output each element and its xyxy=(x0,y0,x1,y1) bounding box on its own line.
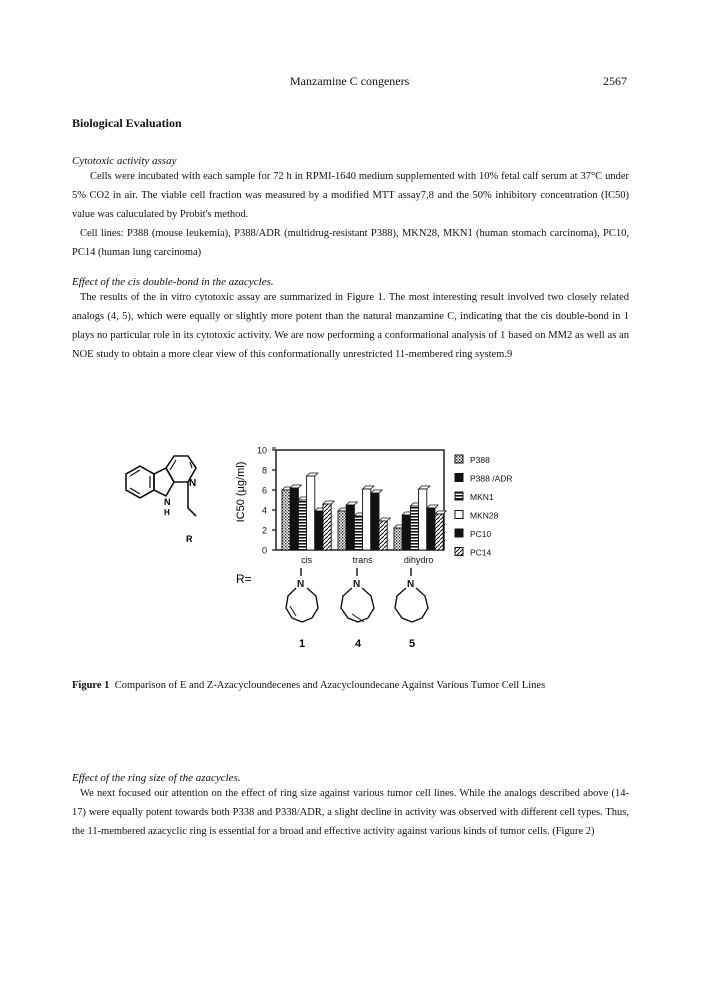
y-tick-label: 2 xyxy=(261,525,267,536)
bar-top-mkn28 xyxy=(363,486,374,489)
y-tick-label: 6 xyxy=(261,485,267,496)
bar-p388-cis xyxy=(282,490,290,550)
cytotoxic-paragraph-1: Cells were incubated with each sample for 72 h in RPMI-1640 medium supplemented with 10% fetal calf serum at 37°C under 5% CO2 in air. The viable cell fraction was measured by a modified MTT assay7,8 and the 50% inhibitory concentration (IC50) value was caluculated by Probit's method. xyxy=(72,171,629,220)
bar-pc14-trans xyxy=(379,521,387,550)
bar-top-mkn28 xyxy=(419,486,430,489)
ring-paragraph: We next focused our attention on the effect of ring size against various tumor cell lines. While the analogs described above (14-17) were equally potent towards both P338 and P338/ADR, a slight decline in activity was observed with different cell types. Thus, the 11-membered azacyclic ring is essential for a broad and effective activity against various kinds of tumor cells. (Figure 2) xyxy=(72,788,629,837)
figure-caption-text: Comparison of E and Z-Azacycloundecenes and Azacycloundecane Against Various Tumor Cell Lines xyxy=(114,680,546,691)
bar-mkn28-cis xyxy=(307,476,315,550)
ring-n-label-dihydro: N xyxy=(407,579,415,590)
x-category-label: dihydro xyxy=(403,555,434,565)
structure-n-label: N xyxy=(189,478,197,489)
y-axis-label: IC50 (µg/ml) xyxy=(235,461,247,523)
subheading-ring-size: Effect of the ring size of the azacycles. xyxy=(72,772,241,784)
x-category-label: cis xyxy=(301,555,313,565)
bar-top-pc10 xyxy=(371,490,382,493)
legend-label: MKN28 xyxy=(470,510,499,521)
legend-label: PC10 xyxy=(470,529,492,539)
subheading-cis-double-bond: Effect of the cis double-bond in the azacycles. xyxy=(72,276,274,288)
bar-pc10-dihydro xyxy=(427,508,435,550)
bar-p388adr-trans xyxy=(346,505,354,550)
bar-mkn28-dihydro xyxy=(419,489,427,550)
y-tick-label: 10 xyxy=(256,445,267,456)
bar-mkn28-trans xyxy=(363,489,371,550)
legend-label: P388 /ADR xyxy=(470,473,513,484)
bar-pc14-cis xyxy=(323,504,331,550)
bar-pc14-dihydro xyxy=(435,514,443,550)
structure-nh-label: N xyxy=(164,497,171,507)
y-tick-label: 0 xyxy=(261,545,267,556)
subheading-cytotoxic-assay: Cytotoxic activity assay xyxy=(72,155,177,167)
bar-p388-dihydro xyxy=(394,528,402,550)
bar-mkn1-trans xyxy=(354,516,362,550)
legend-swatch xyxy=(455,511,463,519)
x-category-label: trans xyxy=(352,555,373,565)
ring-structure-trans xyxy=(341,568,374,622)
ring-n-label-trans: N xyxy=(353,579,361,590)
bar-top-pc14 xyxy=(323,501,334,504)
bar-pc10-cis xyxy=(315,511,323,550)
legend-swatch xyxy=(455,492,463,500)
indole-structure xyxy=(126,456,196,516)
cis-paragraph: The results of the in vitro cytotoxic assay are summarized in Figure 1. The most interesting result involved two closely related analogs (4, 5), which were equally or slightly more potent than the natural manzamine C, indicating that the cis double-bond in 1 plays no particular role in its cytotoxic activity. We are now performing a conformational analysis of 1 based on MM2 as well as an NOE study to obtain a more clear view of this conformationally unrestricted 11-membered ring system.9 xyxy=(72,292,629,360)
bar-top-pc14 xyxy=(379,518,390,521)
bar-top-pc10 xyxy=(427,505,438,508)
legend-swatch xyxy=(455,529,463,537)
figure-caption-label: Figure 1 xyxy=(72,680,110,691)
bar-chart xyxy=(257,446,513,566)
page-number: 2567 xyxy=(603,74,627,88)
legend-swatch xyxy=(455,455,463,463)
y-tick-label: 8 xyxy=(261,465,267,476)
compound-number-1: 1 xyxy=(298,638,306,650)
bar-pc10-trans xyxy=(371,493,379,550)
bar-p388adr-cis xyxy=(290,488,298,550)
bar-mkn1-cis xyxy=(298,500,306,550)
legend-swatch xyxy=(455,548,463,556)
ring-paragraph-block xyxy=(72,784,629,841)
legend-label: PC14 xyxy=(470,547,492,558)
compound-number-4: 4 xyxy=(354,638,362,650)
bar-p388-trans xyxy=(338,511,346,550)
y-tick-label: 4 xyxy=(261,505,267,516)
figure-caption xyxy=(72,680,545,691)
cytotoxic-paragraph-2: Cell lines: P388 (mouse leukemia), P388/ADR (multidrug-resistant P388), MKN28, MKN1 (human stomach carcinoma), PC10, PC14 (human lung carcinoma) xyxy=(72,228,629,258)
legend-label: P388 xyxy=(470,455,490,465)
bar-top-mkn28 xyxy=(307,473,318,476)
structure-h-label: H xyxy=(164,508,170,517)
ring-structure-cis xyxy=(286,568,318,622)
bar-mkn1-dihydro xyxy=(410,506,418,550)
bar-p388adr-dihydro xyxy=(402,515,410,550)
compound-number-5: 5 xyxy=(408,638,416,650)
section-heading-biological-evaluation: Biological Evaluation xyxy=(72,116,182,130)
bar-top-p388adr xyxy=(290,485,301,488)
ring-n-label-cis: N xyxy=(297,579,305,590)
bar-top-p388adr xyxy=(346,502,357,505)
ring-structure-dihydro xyxy=(395,568,428,622)
running-title: Manzamine C congeners xyxy=(290,74,410,88)
legend-label: MKN1 xyxy=(470,492,494,502)
structure-r-label: R xyxy=(186,534,193,544)
legend-swatch xyxy=(455,474,463,482)
r-equals-label: R= xyxy=(236,572,252,586)
